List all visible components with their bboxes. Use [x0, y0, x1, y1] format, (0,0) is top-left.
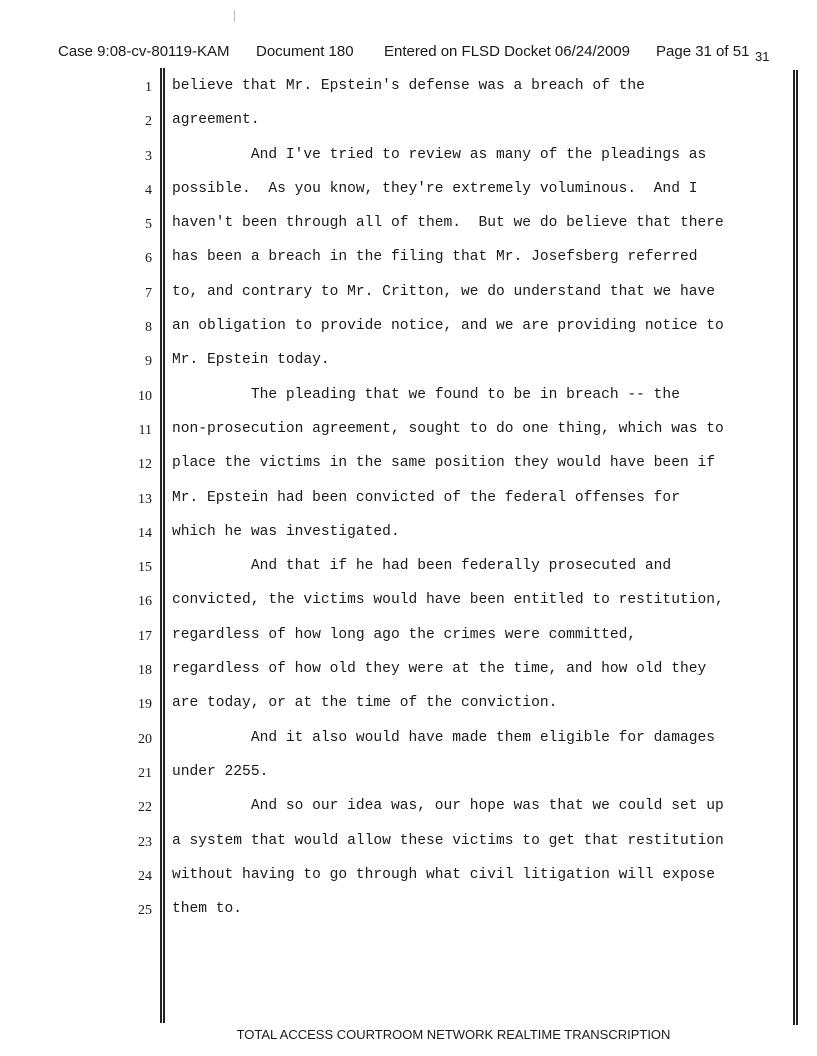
transcript-line	[0, 592, 790, 626]
line-number: 4	[145, 182, 152, 198]
right-margin-rule	[796, 70, 798, 1025]
line-text: And it also would have made them eligible for damages	[172, 729, 715, 746]
right-margin-rule	[793, 70, 795, 1025]
line-number: 12	[138, 457, 152, 473]
line-text: regardless of how long ago the crimes were committed,	[172, 626, 637, 643]
line-text: which he was investigated.	[172, 523, 400, 540]
transcript-line	[0, 147, 790, 181]
line-number: 5	[145, 217, 152, 233]
transcript-line	[0, 661, 790, 695]
transcript-line	[0, 490, 790, 524]
line-text: Mr. Epstein had been convicted of the federal offenses for	[172, 489, 680, 506]
line-text: haven't been through all of them. But we do believe that there	[172, 215, 724, 232]
line-number: 10	[138, 388, 152, 404]
transcript-line	[0, 112, 790, 146]
line-number: 21	[138, 765, 152, 781]
line-text: without having to go through what civil litigation will expose	[172, 866, 715, 883]
line-text: an obligation to provide notice, and we are providing notice to	[172, 318, 724, 335]
line-number: 16	[138, 594, 152, 610]
transcript-line	[0, 78, 790, 112]
transcript-line	[0, 867, 790, 901]
line-number: 11	[138, 422, 152, 438]
transcript-line	[0, 901, 790, 935]
line-number: 23	[138, 834, 152, 850]
transcript-line	[0, 352, 790, 386]
line-text: regardless of how old they were at the time, and how old they	[172, 661, 707, 678]
line-number: 9	[145, 354, 152, 370]
line-number: 17	[138, 628, 152, 644]
line-text: believe that Mr. Epstein's defense was a breach of the	[172, 78, 645, 94]
line-text: place the victims in the same position they would have been if	[172, 455, 715, 472]
line-text: has been a breach in the filing that Mr. Josefsberg referred	[172, 249, 698, 266]
transcript-line	[0, 249, 790, 283]
transcript-footer: TOTAL ACCESS COURTROOM NETWORK REALTIME TRANSCRIPTION	[236, 1027, 671, 1042]
line-text: And that if he had been federally prosecuted and	[172, 558, 672, 575]
transcript-line	[0, 558, 790, 592]
transcript-line	[0, 181, 790, 215]
transcript-line	[0, 833, 790, 867]
transcript-line	[0, 387, 790, 421]
line-text: are today, or at the time of the conviction.	[172, 695, 558, 712]
line-text: The pleading that we found to be in breach -- the	[172, 386, 680, 403]
transcript-line	[0, 695, 790, 729]
line-text: And I've tried to review as many of the pleadings as	[172, 146, 707, 163]
scan-mark	[234, 10, 235, 22]
transcript-line	[0, 215, 790, 249]
line-number: 20	[138, 731, 152, 747]
case-number: Case 9:08-cv-80119-KAM	[58, 43, 230, 60]
line-text: Mr. Epstein today.	[172, 352, 330, 369]
transcript-line	[0, 730, 790, 764]
line-number: 15	[138, 560, 152, 576]
line-number: 24	[138, 868, 152, 884]
document-number: Document 180	[256, 43, 354, 60]
line-text: And so our idea was, our hope was that we could set up	[172, 798, 724, 815]
line-text: non-prosecution agreement, sought to do one thing, which was to	[172, 420, 724, 437]
transcript-line	[0, 798, 790, 832]
line-number: 7	[145, 285, 152, 301]
transcript-line	[0, 524, 790, 558]
transcript-line	[0, 284, 790, 318]
transcript-line	[0, 764, 790, 798]
transcript-line	[0, 318, 790, 352]
line-text: them to.	[172, 901, 243, 918]
docket-entry-date: Entered on FLSD Docket 06/24/2009	[384, 43, 630, 60]
line-number: 2	[145, 114, 152, 130]
transcript-body	[0, 78, 790, 935]
line-text: agreement.	[172, 112, 260, 129]
line-text: under 2255.	[172, 763, 269, 780]
line-number: 19	[138, 697, 152, 713]
line-number: 8	[145, 320, 152, 336]
page-count: Page 31 of 51	[656, 43, 750, 60]
line-number: 25	[138, 903, 152, 919]
transcript-line	[0, 627, 790, 661]
transcript-page-number: 31	[755, 49, 770, 64]
line-text: a system that would allow these victims to get that restitution	[172, 832, 724, 849]
line-number: 3	[145, 148, 152, 164]
line-number: 14	[138, 525, 152, 541]
transcript-line	[0, 455, 790, 489]
docket-header	[58, 43, 778, 63]
line-text: convicted, the victims would have been entitled to restitution,	[172, 592, 724, 609]
transcript-line	[0, 421, 790, 455]
line-number: 13	[138, 491, 152, 507]
line-number: 18	[138, 663, 152, 679]
line-text: possible. As you know, they're extremely voluminous. And I	[172, 180, 698, 197]
line-text: to, and contrary to Mr. Critton, we do understand that we have	[172, 283, 715, 300]
line-number: 22	[138, 800, 152, 816]
line-number: 1	[145, 80, 152, 95]
line-number: 6	[145, 251, 152, 267]
